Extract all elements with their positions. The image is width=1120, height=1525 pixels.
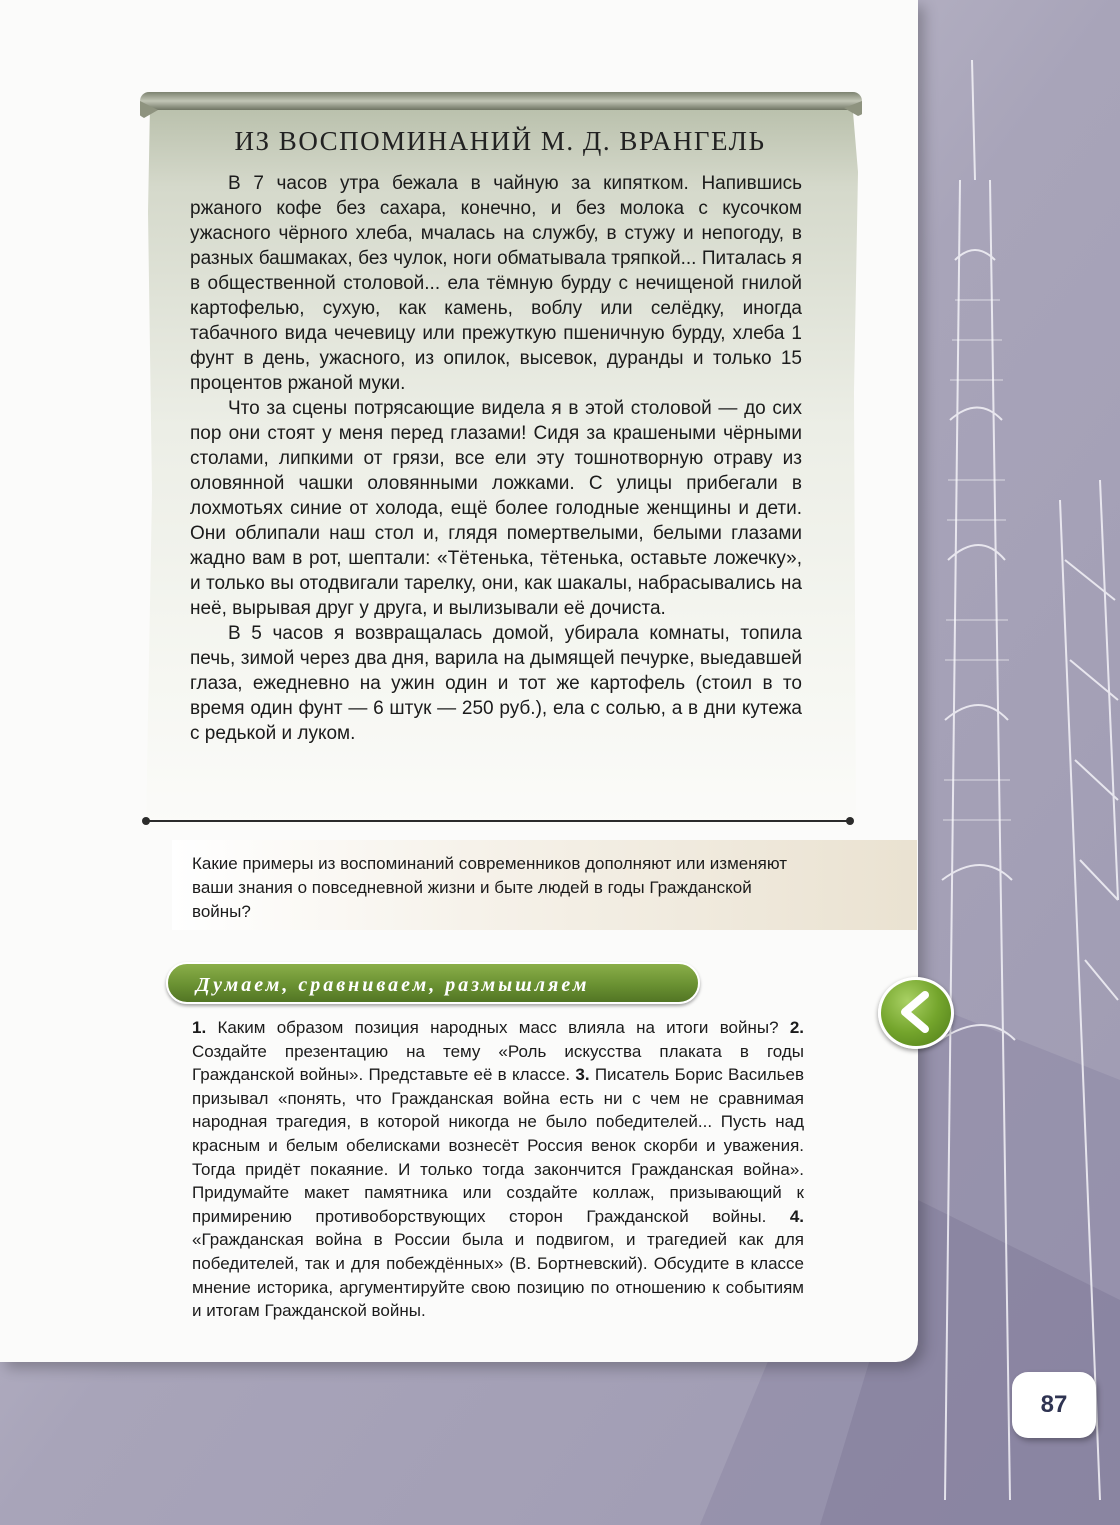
quote-paragraph: В 5 часов я возвращалась домой, убирала комнаты, топила печь, зимой через два дня, варила на дымящей печурке, выедавшей глаза, ежедневно на ужин один и тот же картофель (стоил в то время один фунт — 6 штук — 250 руб.), ела с солью, а в дни кутежа с редькой и луком. xyxy=(190,623,802,744)
task-text: Писатель Борис Васильев призывал «понять, что Гражданская война есть ни с чем не сравнимая народная трагедия, в которой никогда не было победителей... Пусть над красным и белым обелисками вознесёт Россия венок скорби и уважения. Тогда придёт покаяние. И только тогда закончится Гражданская война». Придумайте макет памятника или создайте коллаж, призывающий к примирению противоборствующих сторон Гражданской войны. xyxy=(192,1065,804,1226)
task-number: 3. xyxy=(575,1065,590,1085)
page-number: 87 xyxy=(1012,1372,1096,1438)
quote-paragraph: Что за сцены потрясающие видела я в этой столовой — до сих пор они стоят у меня перед глазами! Сидя за крашеными чёрными столами, липкими от грязи, все ели эту тошнотворную отраву из оловянной чашки оловянными ложками. С улицы прибегали в лохмотьях синие от холода, ещё более голодные женщины и дети. Они облипали наш стол и, глядя помертвелыми, белыми глазами жадно вам в рот, шептали: «Тётенька, тётенька, оставьте ложечку», и только вы отодвигали тарелку, они, как шакалы, набрасывались на неё, вырывая друг у друга, и вылизывали её дочиста. xyxy=(190,398,802,619)
task-number: 1. xyxy=(192,1018,207,1037)
question-text: Какие примеры из воспоминаний современников дополняют или изменяют ваши знания о повседневной жизни и быте людей в годы Гражданской войны? xyxy=(192,854,787,921)
tasks-text xyxy=(192,1016,804,1323)
section-heading: Думаем, сравниваем, размышляем xyxy=(166,962,700,1004)
task-text: Создайте презентацию на тему «Роль искусства плаката в годы Гражданской войны». Представьте её в классе. xyxy=(192,1041,804,1085)
quote-body xyxy=(190,171,802,746)
task-text: Каким образом позиция народных масс влияла на итоги войны? xyxy=(206,1018,790,1037)
divider-line xyxy=(140,816,856,826)
quote-title: ИЗ ВОСПОМИНАНИЙ М. Д. ВРАНГЕЛЬ xyxy=(234,126,766,156)
back-nav-button[interactable] xyxy=(878,977,954,1049)
quote-paragraph: В 7 часов утра бежала в чайную за кипятком. Напившись ржаного кофе без сахара, конечно, и без молока с кусочком ужасного чёрного хлеба, мчалась на службу, в стужу и непогоду, в разных башмаках, без чулок, ноги обматывала тряпкой... Питалась я в общественной столовой... ела тёмную бурду с нечищеной гнилой картофелью, сухую, как камень, воблу или селёдку, иногда табачного вида чечевицу или прежуткую пшеничную бурду, хлеба 1 фунт в день, ужасного, из опилок, высевок, дуранды и только 15 процентов ржаной муки. xyxy=(190,173,802,394)
task-text: «Гражданская война в России была и подвигом, и трагедией как для победителей, так и для побеждённых» (В. Бортневский). Обсудите в классе мнение историка, аргументируйте свою позицию по отношению к событиям и итогам Гражданской войны. xyxy=(192,1230,804,1321)
task-number: 2. xyxy=(789,1018,804,1037)
chevron-left-icon xyxy=(895,991,935,1033)
task-number: 4. xyxy=(789,1206,804,1226)
